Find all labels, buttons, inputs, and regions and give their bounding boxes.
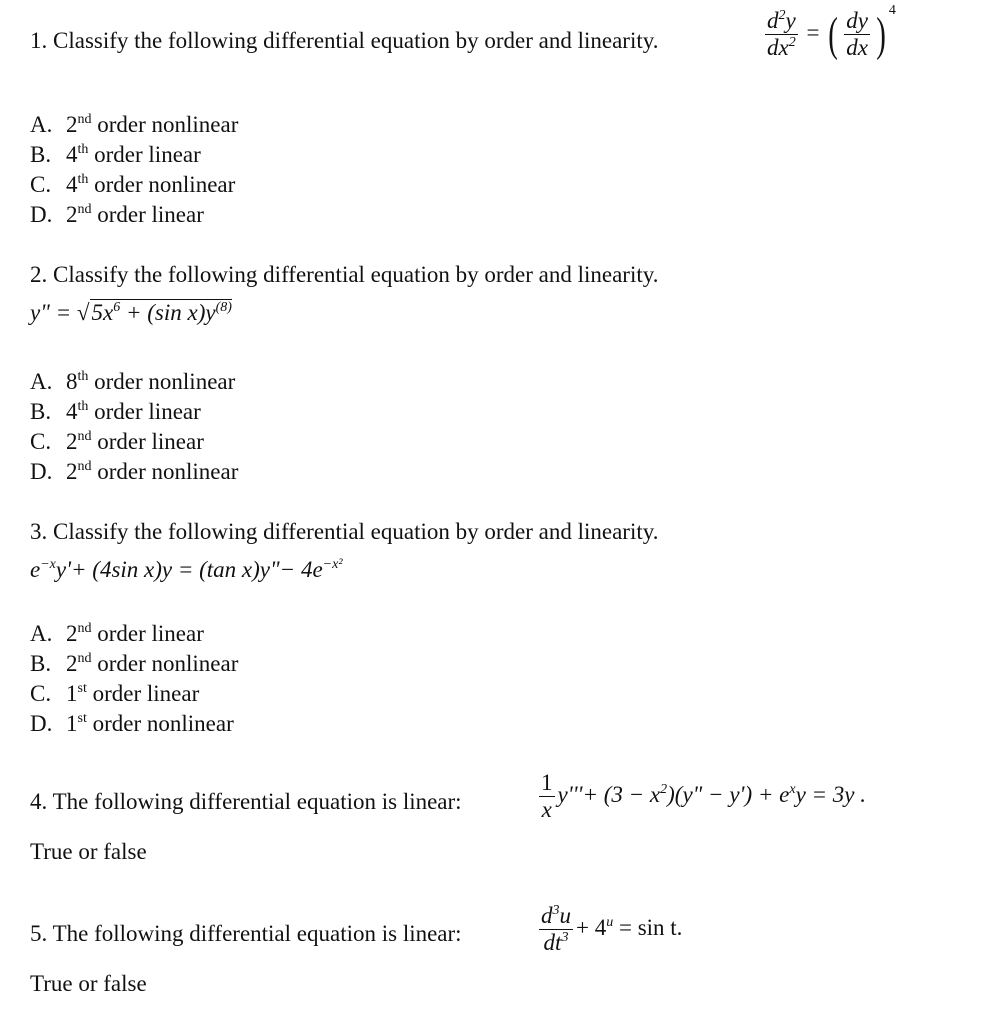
question-1-option-c[interactable]: C. 4th order nonlinear — [30, 172, 236, 197]
question-5-equation: $\frac{d^3u}{dt^3}$ + $4^u = \sin t$. — [541, 903, 683, 955]
question-3-option-c[interactable]: C. 1st order linear — [30, 681, 200, 706]
question-1-option-d[interactable]: D. 2nd order linear — [30, 202, 204, 227]
question-5-prompt: 5. The following differential equation is linear: — [30, 921, 462, 946]
question-2-equation: y" = $√5x^6 + (\sin$ $x)y^{(8)}$ — [30, 300, 232, 325]
question-2-option-d[interactable]: D. 2nd order nonlinear — [30, 459, 239, 484]
question-4-equation: $\frac{1}{x}$ $y'''+ (3 - x^2)(y$" − $y') + e^xy = 3y$ . — [541, 770, 867, 822]
question-2-prompt: 2. Classify the following differential equation by order and linearity. — [30, 262, 659, 287]
question-1-prompt: 1. Classify the following differential equation by order and linearity. — [30, 28, 659, 53]
question-3-equation: $e^{-x}y'+ (4\sin$ x)y = (tan x)y"− $4e^{-x^2}$ — [30, 557, 343, 582]
question-2-option-a[interactable]: A. 8th order nonlinear — [30, 369, 236, 394]
question-4-prompt: 4. The following differential equation is linear: — [30, 789, 462, 814]
question-4-answer: True or false — [30, 839, 147, 864]
question-3-option-d[interactable]: D. 1st order nonlinear — [30, 711, 234, 736]
question-1-option-b[interactable]: B. 4th order linear — [30, 142, 201, 167]
question-1-option-a[interactable]: A. 2nd order nonlinear — [30, 112, 239, 137]
question-2-option-b[interactable]: B. 4th order linear — [30, 399, 201, 424]
question-1-equation: $\frac{d^2y}{dx^2}$ = ( $\frac{dy}{dx}$ ) $^4$ — [767, 2, 896, 61]
question-5-answer: True or false — [30, 971, 147, 996]
question-3-option-b[interactable]: B. 2nd order nonlinear — [30, 651, 239, 676]
question-2-option-c[interactable]: C. 2nd order linear — [30, 429, 204, 454]
question-3-prompt: 3. Classify the following differential equation by order and linearity. — [30, 519, 659, 544]
question-3-option-a[interactable]: A. 2nd order linear — [30, 621, 204, 646]
